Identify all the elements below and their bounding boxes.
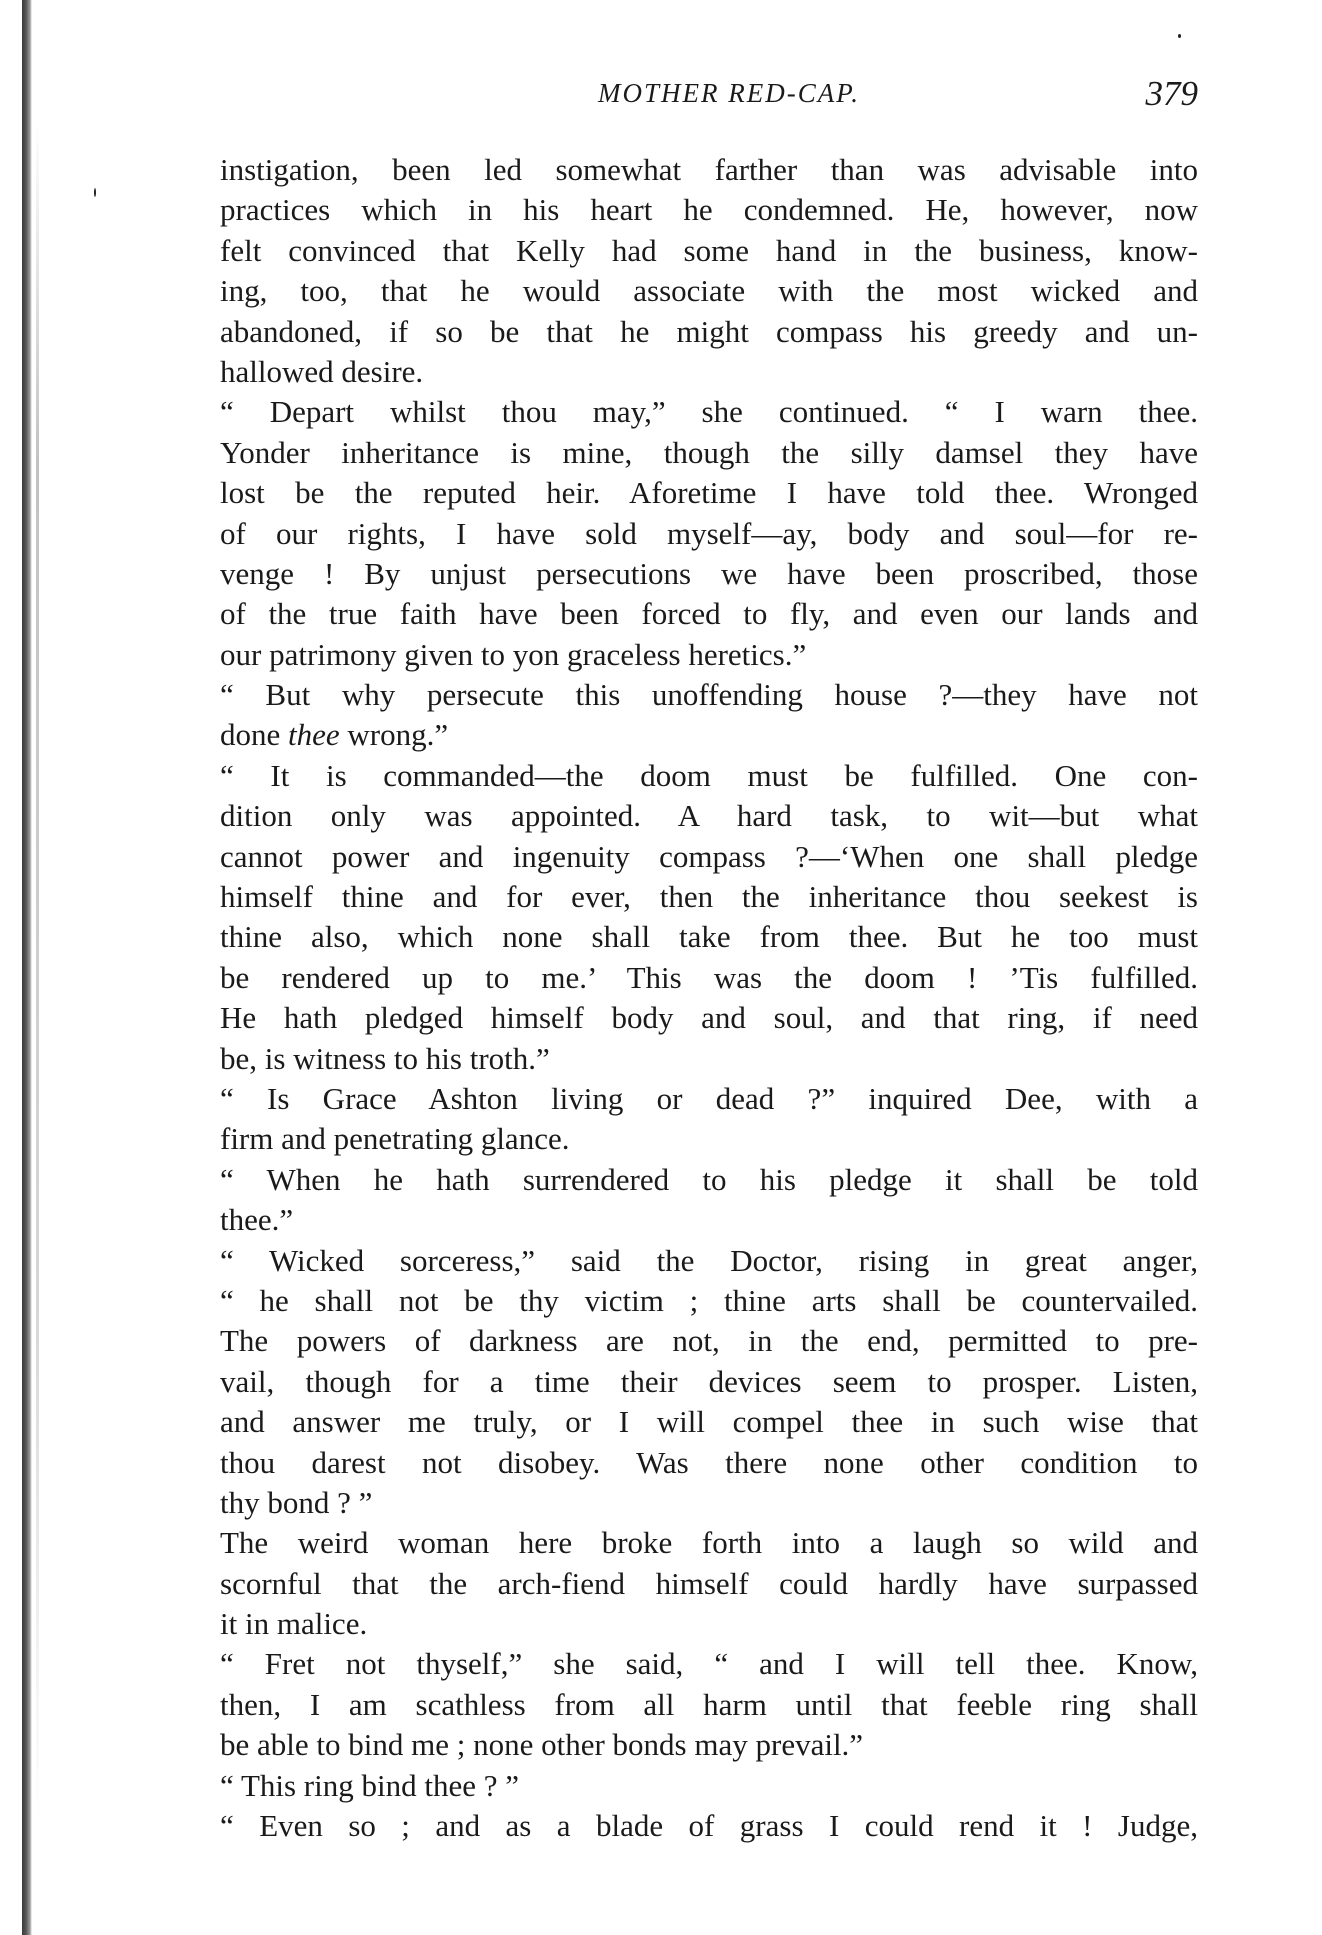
ink-speck <box>94 188 96 197</box>
text-line: be able to bind me ; none other bonds may prevail.” <box>220 1727 864 1763</box>
ink-speck <box>1178 34 1181 38</box>
text-line: vail, though for a time their devices seem to prosper. Listen, <box>220 1363 1198 1399</box>
text-line: of our rights, I have sold myself—ay, body and soul—for re- <box>220 515 1198 551</box>
text-line: “ But why persecute this unoffending house ?—they have not <box>220 677 1198 713</box>
text-line: of the true faith have been forced to fly, and even our lands and <box>220 596 1198 632</box>
page-number: 379 <box>1145 74 1198 113</box>
text-line: “ Is Grace Ashton living or dead ?” inquired Dee, with a <box>220 1080 1198 1116</box>
page-binding-edge <box>22 0 32 1935</box>
text-line: our patrimony given to yon graceless heretics.” <box>220 636 807 672</box>
text-line: “ Fret not thyself,” she said, “ and I will tell thee. Know, <box>220 1646 1198 1682</box>
text-line: thee.” <box>220 1202 294 1238</box>
text-line: himself thine and for ever, then the inheritance thou seekest is <box>220 879 1198 915</box>
text-line: “ he shall not be thy victim ; thine arts shall be countervailed. <box>220 1282 1198 1318</box>
page-binding-shadow <box>36 120 39 1820</box>
text-line: “ This ring bind thee ? ” <box>220 1767 520 1803</box>
text-line: “ When he hath surrendered to his pledge it shall be told <box>220 1161 1198 1197</box>
running-head <box>220 74 1198 124</box>
text-line: firm and penetrating glance. <box>220 1121 570 1157</box>
text-line: hallowed desire. <box>220 353 424 389</box>
text-line: ing, too, that he would associate with the most wicked and <box>220 273 1198 309</box>
text-line: felt convinced that Kelly had some hand in the business, know- <box>220 232 1198 268</box>
running-title: MOTHER RED-CAP. <box>598 78 860 108</box>
text-line: scornful that the arch-fiend himself could hardly have surpassed <box>220 1565 1198 1601</box>
text-line: “ Wicked sorceress,” said the Doctor, rising in great anger, <box>220 1242 1198 1278</box>
text-line: be, is witness to his troth.” <box>220 1040 550 1076</box>
text-line: abandoned, if so be that he might compass his greedy and un- <box>220 313 1198 349</box>
text-line: and answer me truly, or I will compel thee in such wise that <box>220 1404 1198 1440</box>
text-line: thou darest not disobey. Was there none other condition to <box>220 1444 1198 1480</box>
text-line: cannot power and ingenuity compass ?—‘When one shall pledge <box>220 838 1198 874</box>
body-text <box>220 150 1198 1846</box>
text-line: be rendered up to me.’ This was the doom ! ’Tis fulfilled. <box>220 959 1198 995</box>
text-line: venge ! By unjust persecutions we have been proscribed, those <box>220 555 1198 591</box>
text-line: thy bond ? ” <box>220 1484 373 1520</box>
text-line: instigation, been led somewhat farther than was advisable into <box>220 152 1198 187</box>
text-line: done thee wrong.” <box>220 717 449 753</box>
text-line: it in malice. <box>220 1606 368 1642</box>
text-line: “ Depart whilst thou may,” she continued. “ I warn thee. <box>220 394 1198 430</box>
text-line: then, I am scathless from all harm until that feeble ring shall <box>220 1686 1198 1722</box>
text-line: lost be the reputed heir. Aforetime I have told thee. Wronged <box>220 475 1198 511</box>
text-line: The powers of darkness are not, in the end, permitted to pre- <box>220 1323 1198 1359</box>
text-line: thine also, which none shall take from thee. But he too must <box>220 919 1198 955</box>
text-line: “ Even so ; and as a blade of grass I could rend it ! Judge, <box>220 1808 1198 1844</box>
text-line: dition only was appointed. A hard task, to wit—but what <box>220 798 1198 834</box>
text-line: Yonder inheritance is mine, though the silly damsel they have <box>220 434 1198 470</box>
text-line: He hath pledged himself body and soul, and that ring, if need <box>220 1000 1198 1036</box>
text-line: “ It is commanded—the doom must be fulfilled. One con- <box>220 757 1198 793</box>
text-line: The weird woman here broke forth into a laugh so wild and <box>220 1525 1198 1561</box>
text-line: practices which in his heart he condemned. He, however, now <box>220 192 1198 228</box>
